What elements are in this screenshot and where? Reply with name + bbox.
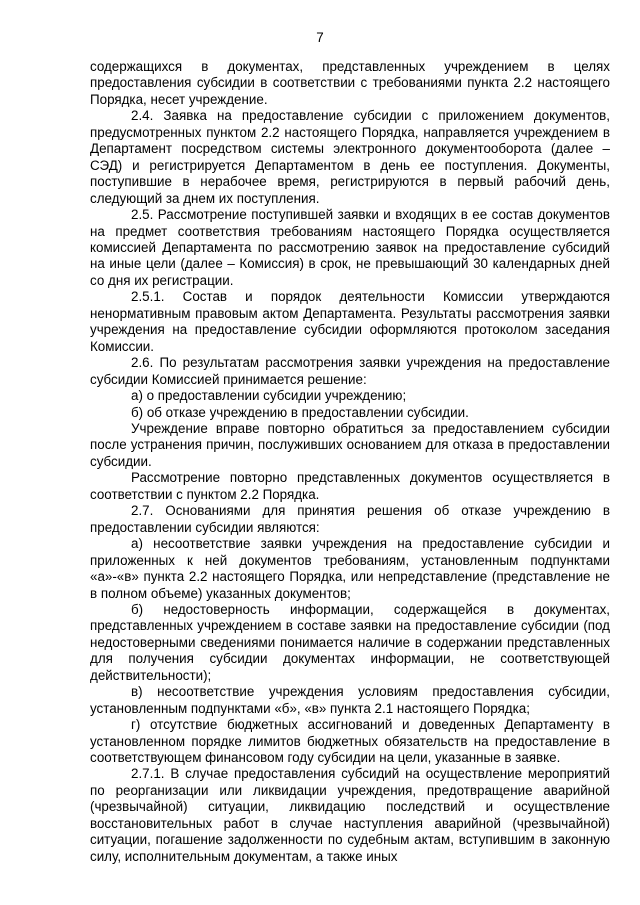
document-paragraph: содержащихся в документах, представленных учреждением в целях предоставления субсидии в соответствии с требованиями пункта 2.2 настоящего Порядка, несет учреждение. [90,59,610,107]
document-paragraph: а) о предоставлении субсидии учреждению; [131,388,407,404]
document-paragraph: 2.5.1. Состав и порядок деятельности Комиссии утверждаются ненормативным правовым актом Департамента. Результаты рассмотрения заявки учреждения на предоставление субсидии оформляются протоколом заседания Комиссии. [90,289,610,354]
document-paragraph: 2.6. По результатам рассмотрения заявки учреждения на предоставление субсидии Комиссией принимается решение: [90,355,610,387]
document-paragraph: а) несоответствие заявки учреждения на предоставление субсидии и приложенных к ней документов требованиям, установленным подпунктами «а»-«в» пункта 2.2 настоящего Порядка, или непредставление (представление не в полном объеме) указанных документов; [90,536,610,601]
document-paragraph: Учреждение вправе повторно обратиться за предоставлением субсидии после устранения причин, послуживших основанием для отказа в предоставлении субсидии. [90,420,610,469]
document-paragraph: 2.5. Рассмотрение поступившей заявки и входящих в ее состав документов на предмет соответствия требованиям настоящего Порядка осуществляется комиссией Департамента по рассмотрению заявок на предоставление субсидий на иные цели (далее – Комиссия) в срок, не превышающий 30 календарных дней со дня их регистрации. [90,207,610,288]
document-paragraph: г) отсутствие бюджетных ассигнований и доведенных Департаменту в установленном порядке лимитов бюджетных обязательств на предоставление в соответствующем финансовом году субсидии на цели, указанные в заявке. [90,717,610,766]
document-paragraph: Рассмотрение повторно представленных документов осуществляется в соответствии с пунктом 2.2 Порядка. [90,470,610,502]
document-paragraph: 2.7. Основаниями для принятия решения об отказе учреждению в предоставлении субсидии являются: [90,503,610,535]
document-paragraph: 2.4. Заявка на предоставление субсидии с приложением документов, предусмотренных пунктом 2.2 настоящего Порядка, направляется учреждением в Департамент посредством системы электронного документооборота (далее – СЭД) и регистрируется Департаментом в день ее поступления. Документы, поступившие в нерабочее время, регистрируются в первый рабочий день, следующий за днем их поступления. [90,108,610,206]
document-paragraph: в) несоответствие учреждения условиям предоставления субсидии, установленным подпунктами «б», «в» пункта 2.1 настоящего Порядка; [90,684,610,716]
document-paragraph: б) недостоверность информации, содержащейся в документах, представленных учреждением в составе заявки на предоставление субсидии (под недостоверными сведениями понимается наличие в содержании представленных для получения субсидии документах информации, не соответствующей действительности); [90,601,610,683]
page-number: 7 [316,30,324,45]
document-paragraph: б) об отказе учреждению в предоставлении субсидии. [131,404,469,420]
document-paragraph: 2.7.1. В случае предоставления субсидий на осуществление мероприятий по реорганизации или ликвидации учреждения, предотвращение аварийной (чрезвычайной) ситуации, ликвидацию последствий и осуществление восстановительных работ в случае наступления аварийной (чрезвычайной) ситуации, погашение задолженности по судебным актам, вступившим в законную силу, исполнительным документам, а также иных [90,766,610,864]
document-body [90,59,610,865]
